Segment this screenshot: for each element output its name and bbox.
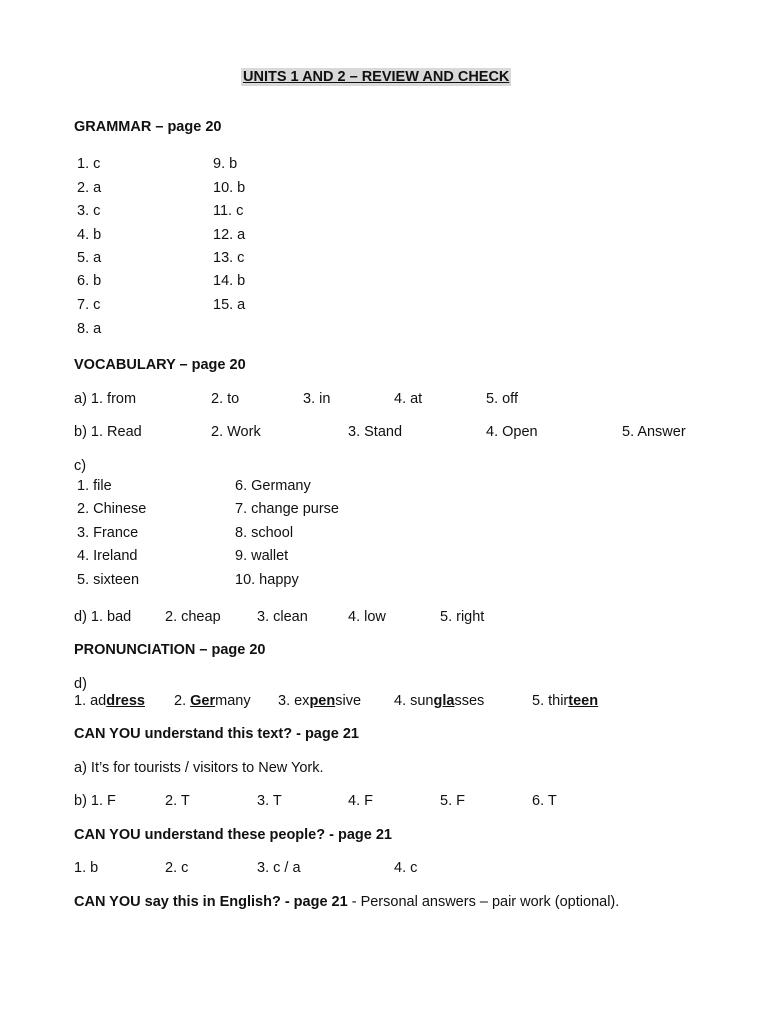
grammar-answer: 11. c: [213, 203, 244, 219]
grammar-answer: 5. a: [77, 250, 102, 266]
vocab-c-item: 5. sixteen: [77, 572, 140, 588]
grammar-answer: 2. a: [77, 180, 102, 196]
vocab-c-item: 7. change purse: [235, 501, 339, 517]
grammar-answer: 8. a: [77, 321, 102, 337]
vocab-c-item: 1. file: [77, 478, 112, 494]
stressed-syllable: Ger: [190, 693, 216, 709]
grammar-answer: 14. b: [213, 273, 246, 289]
understand-text-b-item: 3. T: [257, 793, 282, 809]
vocab-a-item: 5. off: [486, 391, 518, 407]
vocab-c-item: 8. school: [235, 525, 294, 541]
pronunciation-word: [174, 692, 251, 710]
grammar-answer: 6. b: [77, 273, 102, 289]
vocab-a-item: 3. in: [303, 391, 331, 407]
vocab-d-item: d) 1. bad: [74, 609, 132, 625]
understand-people-item: 3. c / a: [257, 860, 301, 876]
understand-people-item: 1. b: [74, 860, 99, 876]
say-english-line: [74, 893, 619, 911]
vocab-c-item: 3. France: [77, 525, 139, 541]
stressed-syllable: gla: [433, 693, 455, 709]
vocab-c-item: 9. wallet: [235, 548, 289, 564]
vocab-b-item: 4. Open: [486, 424, 538, 440]
word-suffix: sive: [335, 693, 362, 709]
vocab-c-label: c): [74, 458, 87, 474]
understand-text-b-item: 2. T: [165, 793, 190, 809]
grammar-heading: GRAMMAR – page 20: [74, 119, 222, 135]
understand-people-item: 2. c: [165, 860, 189, 876]
understand-text-b-item: 4. F: [348, 793, 373, 809]
understand-people-heading: CAN YOU understand these people? - page 21: [74, 827, 392, 843]
word-prefix: 3. ex: [278, 693, 310, 709]
page-title: UNITS 1 AND 2 – REVIEW AND CHECK: [243, 69, 510, 85]
pronunciation-word: [394, 692, 484, 710]
grammar-answer: 4. b: [77, 227, 102, 243]
vocab-d-item: 4. low: [348, 609, 386, 625]
grammar-answer: 10. b: [213, 180, 246, 196]
vocab-c-item: 6. Germany: [235, 478, 311, 494]
grammar-answer: 13. c: [213, 250, 245, 266]
pronunciation-d-label: d): [74, 676, 87, 692]
grammar-answer: 7. c: [77, 297, 101, 313]
vocab-c-item: 2. Chinese: [77, 501, 147, 517]
understand-text-b-item: 5. F: [440, 793, 465, 809]
pronunciation-word: [74, 692, 145, 710]
say-english-text: - Personal answers – pair work (optional).: [347, 894, 620, 910]
stressed-syllable: dress: [106, 693, 145, 709]
understand-text-b-item: b) 1. F: [74, 793, 116, 809]
vocab-b-item: b) 1. Read: [74, 424, 142, 440]
vocabulary-heading: VOCABULARY – page 20: [74, 357, 246, 373]
understand-text-b-item: 6. T: [532, 793, 557, 809]
word-suffix: many: [215, 693, 251, 709]
vocab-c-item: 10. happy: [235, 572, 299, 588]
vocab-a-item: 2. to: [211, 391, 240, 407]
pronunciation-word: [278, 692, 361, 710]
word-prefix: 2.: [174, 693, 191, 709]
grammar-answer: 1. c: [77, 156, 101, 172]
vocab-d-item: 5. right: [440, 609, 485, 625]
understand-text-a: a) It’s for tourists / visitors to New York.: [74, 760, 324, 776]
vocab-a-item: a) 1. from: [74, 391, 137, 407]
grammar-answer: 3. c: [77, 203, 101, 219]
understand-people-item: 4. c: [394, 860, 418, 876]
grammar-answer: 9. b: [213, 156, 238, 172]
stressed-syllable: pen: [309, 693, 336, 709]
word-prefix: 1. ad: [74, 693, 107, 709]
pronunciation-word: [532, 692, 598, 710]
understand-text-heading: CAN YOU understand this text? - page 21: [74, 726, 359, 742]
vocab-b-item: 2. Work: [211, 424, 261, 440]
word-suffix: sses: [454, 693, 485, 709]
grammar-answer: 12. a: [213, 227, 246, 243]
pronunciation-heading: PRONUNCIATION – page 20: [74, 642, 266, 658]
word-prefix: 5. thir: [532, 693, 569, 709]
stressed-syllable: teen: [568, 693, 599, 709]
vocab-d-item: 2. cheap: [165, 609, 221, 625]
vocab-b-item: 5. Answer: [622, 424, 686, 440]
vocab-d-item: 3. clean: [257, 609, 308, 625]
word-prefix: 4. sun: [394, 693, 434, 709]
say-english-heading: CAN YOU say this in English? - page 21: [74, 894, 348, 910]
vocab-c-item: 4. Ireland: [77, 548, 138, 564]
vocab-a-item: 4. at: [394, 391, 423, 407]
vocab-b-item: 3. Stand: [348, 424, 403, 440]
grammar-answer: 15. a: [213, 297, 246, 313]
